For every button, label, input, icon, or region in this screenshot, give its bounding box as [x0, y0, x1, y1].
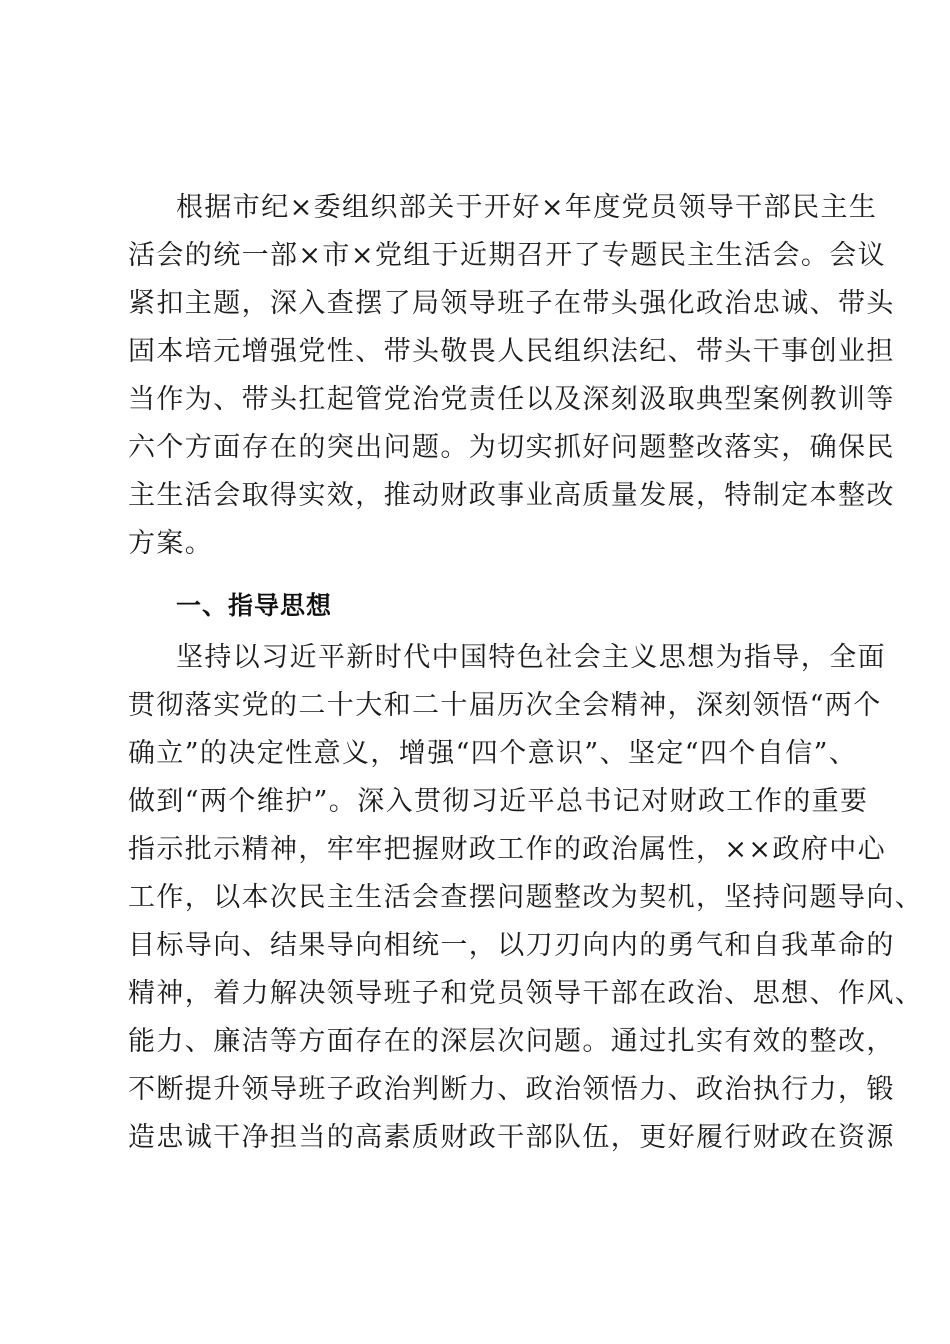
paragraph-2-line-10: 不断提升领导班子政治判断力、政治领悟力、政治执行力，锻 [128, 1074, 895, 1105]
paragraph-1-line-5: 当作为、带头扛起管党治党责任以及深刻汲取典型案例教训等 [128, 384, 895, 415]
section-heading-1: 一、指导思想 [176, 591, 333, 620]
paragraph-2-line-1: 坚持以习近平新时代中国特色社会主义思想为指导，全面 [176, 642, 886, 673]
paragraph-1-line-4: 固本培元增强党性、带头敬畏人民组织法纪、带头干事创业担 [128, 336, 895, 367]
paragraph-1-line-1: 根据市纪×委组织部关于开好×年度党员领导干部民主生 [176, 192, 878, 223]
paragraph-2-line-5: 指示批示精神，牢牢把握财政工作的政治属性，××政府中心 [128, 834, 887, 865]
paragraph-2-line-3: 确立”的决定性意义，增强“四个意识”、坚定“四个自信”、 [128, 738, 858, 769]
paragraph-1-line-7: 主生活会取得实效，推动财政事业高质量发展，特制定本整改 [128, 480, 895, 511]
paragraph-2-line-4: 做到“两个维护”。深入贯彻习近平总书记对财政工作的重要 [128, 786, 869, 817]
paragraph-2-line-11: 造忠诚干净担当的高素质财政干部队伍，更好履行财政在资源 [128, 1122, 895, 1153]
paragraph-1-line-3: 紧扣主题，深入查摆了局领导班子在带头强化政治忠诚、带头 [128, 288, 895, 319]
paragraph-2-line-2: 贯彻落实党的二十大和二十届历次全会精神，深刻领悟“两个 [128, 690, 882, 721]
paragraph-1-line-6: 六个方面存在的突出问题。为切实抓好问题整改落实，确保民 [128, 432, 895, 463]
paragraph-2-line-6: 工作，以本次民主生活会查摆问题整改为契机，坚持问题导向、 [128, 882, 924, 913]
paragraph-2-line-8: 精神，着力解决领导班子和党员领导干部在政治、思想、作风、 [128, 978, 924, 1009]
paragraph-1-line-2: 活会的统一部×市×党组于近期召开了专题民主生活会。会议 [128, 240, 887, 271]
paragraph-2-line-9: 能力、廉洁等方面存在的深层次问题。通过扎实有效的整改， [128, 1026, 895, 1057]
paragraph-2-line-7: 目标导向、结果导向相统一，以刀刃向内的勇气和自我革命的 [128, 930, 895, 961]
paragraph-1-line-8: 方案。 [128, 528, 214, 559]
